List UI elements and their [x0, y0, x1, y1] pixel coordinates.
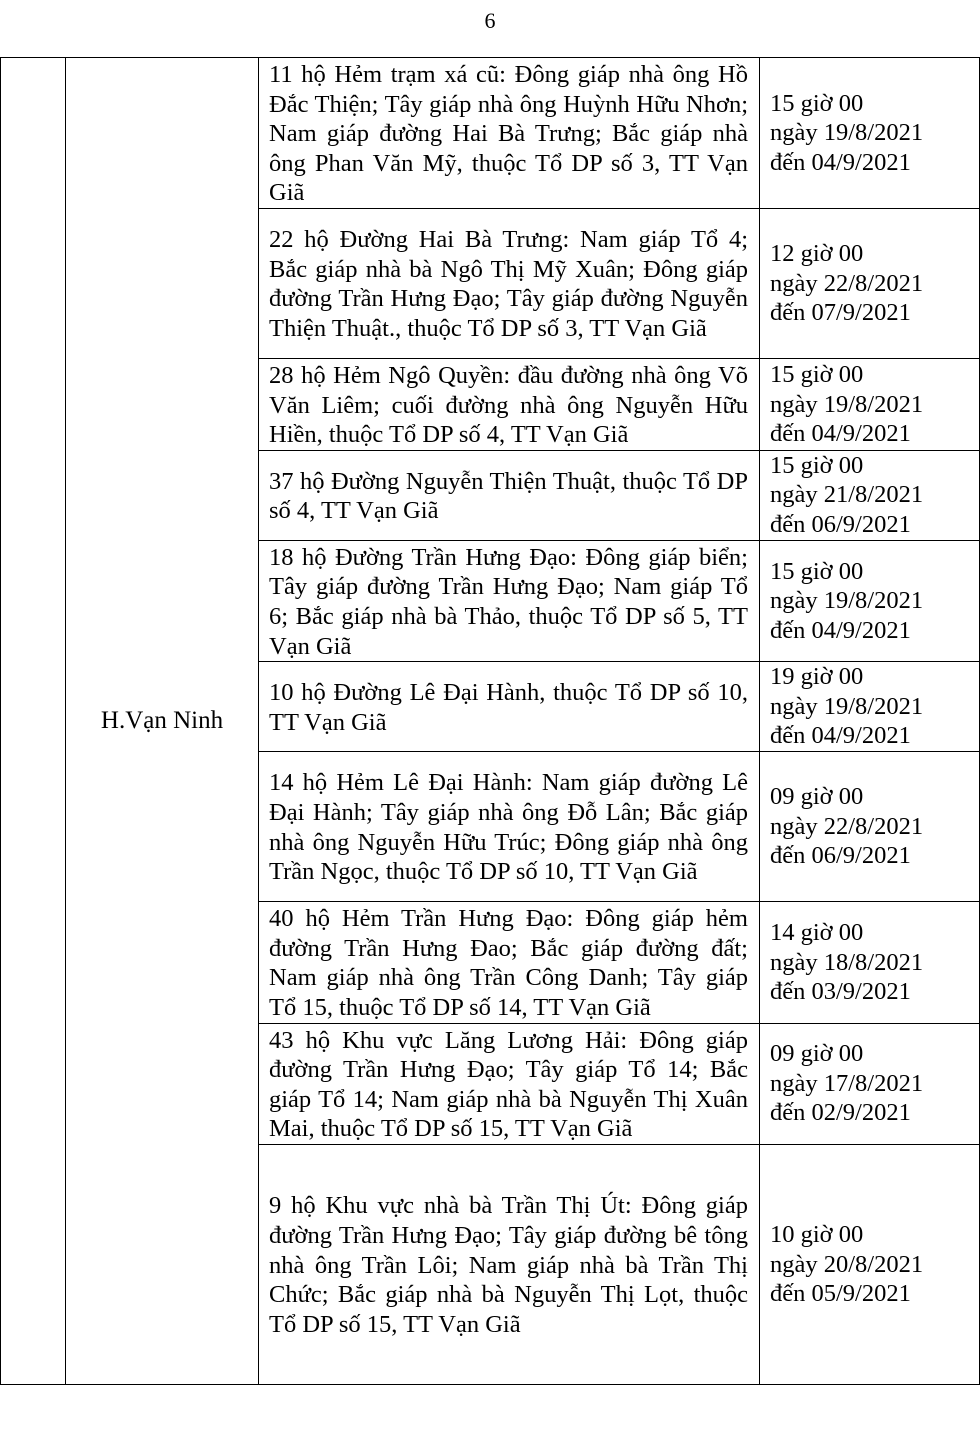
- time-start: 15 giờ 00: [770, 89, 864, 117]
- date-start: ngày 22/8/2021: [770, 269, 924, 297]
- time-start: 14 giờ 00: [770, 918, 864, 946]
- description-cell: 40 hộ Hẻm Trần Hưng Đạo: Đông giáp hẻm đường Trần Hưng Đao; Bắc giáp đường đất; Nam giáp nhà ông Trần Công Danh; Tây giáp Tổ 15, thuộc Tổ DP số 14, TT Vạn Giã: [259, 902, 760, 1023]
- time-start: 19 giờ 00: [770, 663, 864, 691]
- date-start: ngày 21/8/2021: [770, 481, 924, 509]
- description-cell: 10 hộ Đường Lê Đại Hành, thuộc Tổ DP số 10, TT Vạn Giã: [259, 662, 760, 752]
- time-cell: [760, 662, 980, 752]
- date-end: đến 07/9/2021: [770, 299, 911, 327]
- date-end: đến 05/9/2021: [770, 1280, 911, 1308]
- date-end: đến 06/9/2021: [770, 511, 911, 539]
- date-end: đến 04/9/2021: [770, 420, 911, 448]
- description-cell: 43 hộ Khu vực Lăng Lương Hải: Đông giáp đường Trần Hưng Đạo; Tây giáp Tổ 14; Bắc giáp Tổ 14; Nam giáp nhà bà Nguyễn Thị Xuân Mai, thuộc Tổ DP số 15, TT Vạn Giã: [259, 1023, 760, 1144]
- description-cell: 18 hộ Đường Trần Hưng Đạo: Đông giáp biển; Tây giáp đường Trần Hưng Đạo; Nam giáp Tổ 6; Bắc giáp nhà bà Thảo, thuộc Tổ DP số 5, TT Vạn Giã: [259, 540, 760, 661]
- date-end: đến 02/9/2021: [770, 1099, 911, 1127]
- time-cell: [760, 450, 980, 540]
- description-cell: 14 hộ Hẻm Lê Đại Hành: Nam giáp đường Lê Đại Hành; Tây giáp nhà ông Đỗ Lân; Bắc giáp nhà ông Nguyễn Hữu Trúc; Đông giáp nhà ông Trần Ngọc, thuộc Tổ DP số 10, TT Vạn Giã: [259, 752, 760, 902]
- time-cell: [760, 1144, 980, 1384]
- date-start: ngày 22/8/2021: [770, 812, 924, 840]
- time-start: 10 giờ 00: [770, 1220, 864, 1248]
- date-end: đến 06/9/2021: [770, 842, 911, 870]
- description-cell: 9 hộ Khu vực nhà bà Trần Thị Út: Đông giáp đường Trần Hưng Đạo; Tây giáp đường bê tông nhà ông Trần Lôi; Nam giáp nhà bà Trần Thị Chức; Bắc giáp nhà bà Nguyễn Thị Lọt, thuộc Tổ DP số 15, TT Vạn Giã: [259, 1144, 760, 1384]
- date-start: ngày 17/8/2021: [770, 1069, 924, 1097]
- date-start: ngày 19/8/2021: [770, 692, 924, 720]
- index-cell: [1, 58, 66, 1385]
- time-cell: [760, 752, 980, 902]
- date-end: đến 04/9/2021: [770, 148, 911, 176]
- description-cell: 37 hộ Đường Nguyễn Thiện Thuật, thuộc Tổ DP số 4, TT Vạn Giã: [259, 450, 760, 540]
- time-cell: [760, 1023, 980, 1144]
- date-end: đến 03/9/2021: [770, 978, 911, 1006]
- date-start: ngày 19/8/2021: [770, 390, 924, 418]
- time-cell: [760, 358, 980, 450]
- date-start: ngày 20/8/2021: [770, 1250, 924, 1278]
- time-start: 15 giờ 00: [770, 451, 864, 479]
- time-cell: [760, 902, 980, 1023]
- date-end: đến 04/9/2021: [770, 722, 911, 750]
- time-cell: [760, 208, 980, 358]
- time-start: 15 giờ 00: [770, 557, 864, 585]
- description-cell: 22 hộ Đường Hai Bà Trưng: Nam giáp Tổ 4; Bắc giáp nhà bà Ngô Thị Mỹ Xuân; Đông giáp đường Trần Hưng Đạo; Tây giáp đường Nguyễn Thiện Thuật., thuộc Tổ DP số 3, TT Vạn Giã: [259, 208, 760, 358]
- time-cell: [760, 540, 980, 661]
- time-start: 15 giờ 00: [770, 360, 864, 388]
- description-cell: 28 hộ Hẻm Ngô Quyền: đầu đường nhà ông Võ Văn Liêm; cuối đường nhà ông Nguyễn Hữu Hiền, thuộc Tổ DP số 4, TT Vạn Giã: [259, 358, 760, 450]
- time-start: 09 giờ 00: [770, 783, 864, 811]
- date-start: ngày 19/8/2021: [770, 119, 924, 147]
- description-cell: 11 hộ Hẻm trạm xá cũ: Đông giáp nhà ông Hồ Đắc Thiện; Tây giáp nhà ông Huỳnh Hữu Nhơn; Nam giáp đường Hai Bà Trưng; Bắc giáp nhà ông Phan Văn Mỹ, thuộc Tổ DP số 3, TT Vạn Giã: [259, 58, 760, 209]
- time-cell: [760, 58, 980, 209]
- area-cell: H.Vạn Ninh: [66, 58, 259, 1385]
- date-start: ngày 18/8/2021: [770, 948, 924, 976]
- quarantine-area-table: [0, 57, 980, 1385]
- time-start: 09 giờ 00: [770, 1040, 864, 1068]
- time-start: 12 giờ 00: [770, 240, 864, 268]
- date-start: ngày 19/8/2021: [770, 587, 924, 615]
- page-number: 6: [484, 8, 496, 33]
- table-row: [1, 58, 980, 209]
- date-end: đến 04/9/2021: [770, 616, 911, 644]
